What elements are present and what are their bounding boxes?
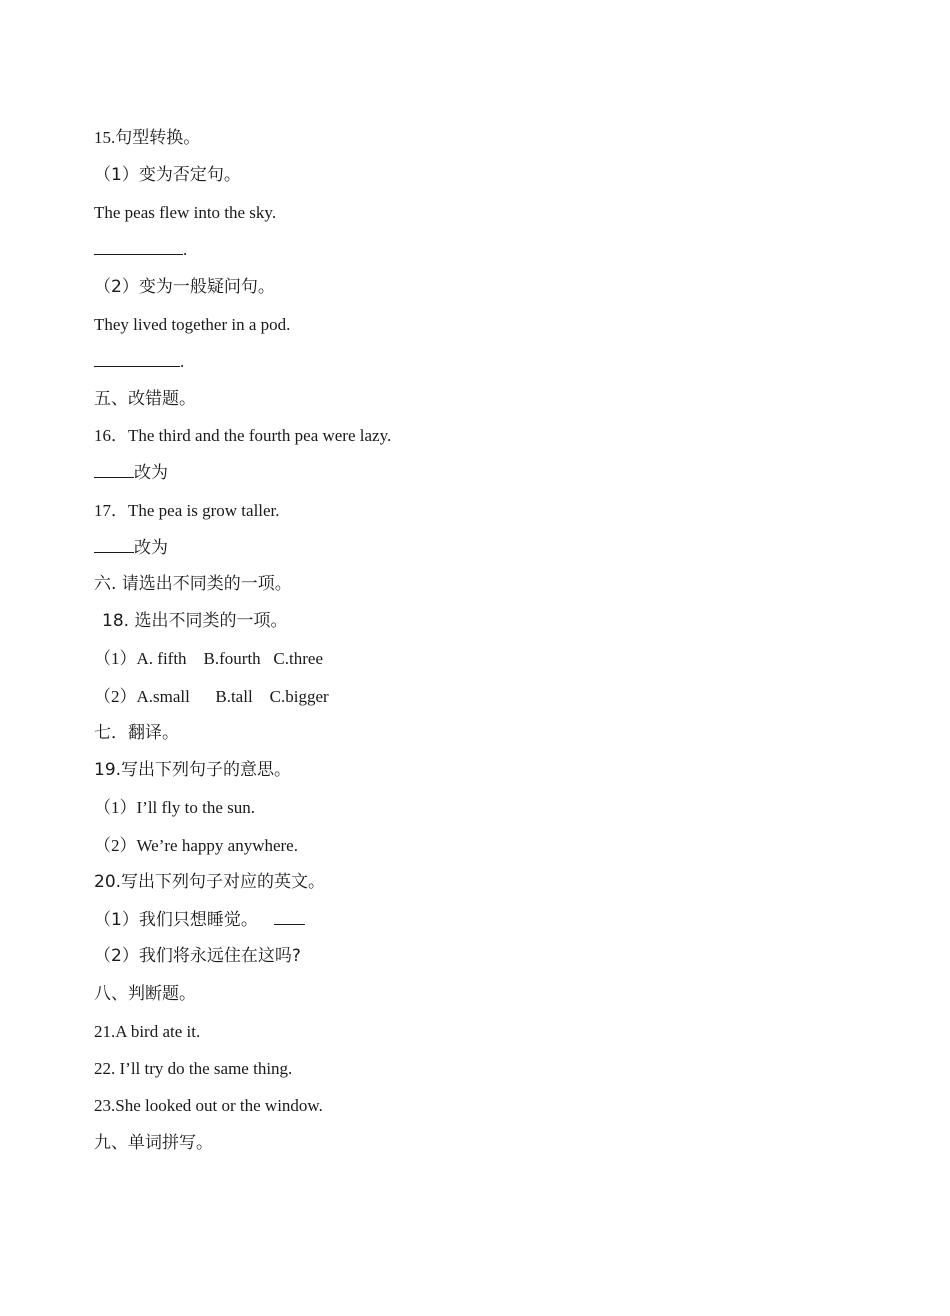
answer-blank[interactable] [94, 536, 134, 553]
q17-sentence: 17．The pea is grow taller. [94, 501, 280, 520]
correction-label: 改为 [134, 538, 168, 558]
q19-item-1: （1）I’ll fly to the sun. [94, 798, 256, 817]
correction-label: 改为 [134, 463, 168, 483]
q23-sentence: 23.She looked out or the window. [94, 1096, 323, 1115]
answer-blank[interactable] [94, 238, 183, 255]
answer-blank[interactable] [94, 350, 180, 367]
q16-correction[interactable] [94, 461, 168, 484]
q15-part1-label: （1）变为否定句。 [94, 165, 241, 185]
q15-heading [94, 127, 200, 149]
q18-option-row-2: （2）A.small B.tall C.bigger [94, 687, 329, 706]
answer-period: . [180, 352, 185, 371]
q15-title: 句型转换。 [115, 128, 201, 148]
q16-sentence: 16．The third and the fourth pea were lazy. [94, 426, 392, 445]
section8-title: 八、判断题。 [94, 984, 196, 1004]
answer-blank[interactable] [274, 908, 305, 925]
q19-heading: 19.写出下列句子的意思。 [94, 760, 292, 780]
q15-part2-answer[interactable] [94, 350, 184, 373]
section9-title: 九、单词拼写。 [94, 1133, 213, 1153]
q15-part2-label: （2）变为一般疑问句。 [94, 277, 275, 297]
q15-part1-sentence: The peas flew into the sky. [94, 203, 277, 222]
section7-title: 七．翻译。 [94, 723, 179, 743]
q20-heading: 20.写出下列句子对应的英文。 [94, 872, 326, 892]
section6-title: 六. 请选出不同类的一项。 [94, 574, 292, 594]
answer-blank[interactable] [94, 461, 134, 478]
q20-item-1-text: （1）我们只想睡觉。 [94, 910, 258, 930]
q20-item-1 [94, 908, 305, 931]
section5-title: 五、改错题。 [94, 389, 196, 409]
q15-number: 15. [94, 128, 116, 147]
q19-item-2: （2）We’re happy anywhere. [94, 836, 298, 855]
q21-sentence: 21.A bird ate it. [94, 1022, 201, 1041]
q18-heading: 18. 选出不同类的一项。 [102, 611, 288, 631]
q22-sentence: 22. I’ll try do the same thing. [94, 1059, 293, 1078]
q15-part1-answer[interactable] [94, 238, 187, 261]
q20-item-2: （2）我们将永远住在这吗? [94, 946, 301, 966]
answer-period: . [183, 240, 188, 259]
q18-option-row-1: （1）A. fifth B.fourth C.three [94, 649, 323, 668]
q15-part2-sentence: They lived together in a pod. [94, 315, 291, 334]
q17-correction[interactable] [94, 536, 168, 559]
